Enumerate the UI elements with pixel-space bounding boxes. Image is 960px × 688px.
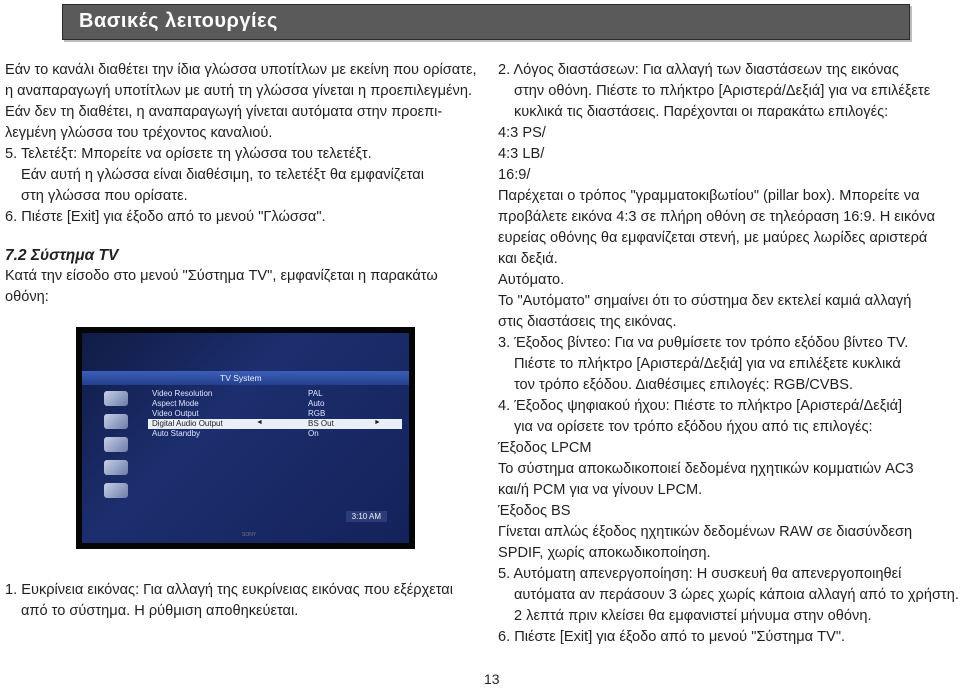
arrow-left-icon: ◄ <box>256 419 263 426</box>
left-column-text <box>5 60 477 228</box>
tv-brand-logo: SONY <box>242 532 257 538</box>
tv-row-value: PAL <box>308 389 323 398</box>
tv-menu-title: TV System <box>220 373 262 383</box>
film-icon <box>104 483 128 498</box>
tv-system-section <box>5 245 438 308</box>
paragraph-line: Πιέστε το πλήκτρο [Αριστερά/Δεξιά] για να επιλέξετε κυκλικά <box>514 356 901 372</box>
right-column-text <box>498 60 959 648</box>
paragraph-line: 4:3 PS/ <box>498 125 546 141</box>
paragraph-line: Εάν αυτή η γλώσσα είναι διαθέσιμη, το τελετέξτ θα εμφανίζεται <box>21 167 424 183</box>
tv-row-label: Digital Audio Output <box>152 419 223 428</box>
tv-row-label: Video Resolution <box>152 389 213 398</box>
section-intro-line: Κατά την είσοδο στο μενού "Σύστημα TV", εμφανίζεται η παρακάτω <box>5 268 438 284</box>
paragraph-line: για να ορίσετε τον τρόπο εξόδου ήχου από τις επιλογές: <box>514 419 873 435</box>
paragraph-line: λεγμένη γλώσσα του τρέχοντος καναλιού. <box>5 125 273 141</box>
tv-menu-row <box>148 399 402 409</box>
tv-row-value: Auto <box>308 399 325 408</box>
settings-icon <box>104 460 128 475</box>
paragraph-line: Παρέχεται ο τρόπος "γραμματοκιβωτίου" (pillar box). Μπορείτε να <box>498 188 920 204</box>
page-title: Βασικές λειτουργίες <box>79 10 278 32</box>
tv-system-screenshot <box>76 327 415 549</box>
paragraph-line: 16:9/ <box>498 167 531 183</box>
paragraph-line: 4:3 LB/ <box>498 146 545 162</box>
section-header-bar <box>62 4 910 40</box>
tv-row-label: Auto Standby <box>152 429 201 438</box>
paragraph-line: η αναπαραγωγή υποτίτλων με αυτή τη γλώσσα γίνεται η προεπιλεγμένη. <box>5 83 473 99</box>
paragraph-line: Έξοδος BS <box>498 503 571 519</box>
tv-row-value: RGB <box>308 409 326 418</box>
paragraph-line: Έξοδος LPCM <box>498 440 592 456</box>
tv-row-value: BS Out <box>308 419 334 428</box>
paragraph-line: 5. Αυτόματη απενεργοποίηση: Η συσκευή θα απενεργοποιηθεί <box>498 566 902 582</box>
page-number: 13 <box>484 671 500 687</box>
paragraph-line: 2 λεπτά πριν κλείσει θα εμφανιστεί μήνυμα στην οθόνη. <box>514 608 872 624</box>
tools-icon <box>104 414 128 429</box>
paragraph-line: Γίνεται απλώς έξοδος ηχητικών δεδομένων RAW σε διασύνδεση <box>498 524 913 540</box>
network-icon <box>104 437 128 452</box>
paragraph-line: 6. Πιέστε [Exit] για έξοδο από το μενού "Σύστημα TV". <box>498 629 846 645</box>
paragraph-line: 4. Έξοδος ψηφιακού ήχου: Πιέστε το πλήκτρο [Αριστερά/Δεξιά] <box>498 398 903 414</box>
tv-row-label: Video Output <box>152 409 199 418</box>
tv-row-label: Aspect Mode <box>152 399 199 408</box>
section-heading: 7.2 Σύστημα TV <box>5 247 119 264</box>
paragraph-line: και/ή PCM για να γίνουν LPCM. <box>498 482 703 498</box>
arrow-right-icon: ► <box>374 419 381 426</box>
paragraph-line: Εάν το κανάλι διαθέτει την ίδια γλώσσα υποτίτλων με εκείνη που ορίσατε, <box>5 62 477 78</box>
paragraph-line: 6. Πιέστε [Exit] για έξοδο από το μενού "Γλώσσα". <box>5 209 326 225</box>
tv-row-value: On <box>308 429 319 438</box>
paragraph-line: στις διαστάσεις της εικόνας. <box>498 314 677 330</box>
paragraph-line: Εάν δεν τη διαθέτει, η αναπαραγωγή γίνεται αυτόματα στην προεπι- <box>5 104 443 120</box>
paragraph-line: Το "Αυτόματο" σημαίνει ότι το σύστημα δεν εκτελεί καμιά αλλαγή <box>498 293 912 309</box>
tv-screen <box>82 333 409 543</box>
paragraph-line: 2. Λόγος διαστάσεων: Για αλλαγή των διαστάσεων της εικόνας <box>498 62 899 78</box>
paragraph-line: στη γλώσσα που ορίσατε. <box>21 188 188 204</box>
paragraph-line: από το σύστημα. Η ρύθμιση αποθηκεύεται. <box>21 603 299 619</box>
left-column-bottom <box>5 580 453 622</box>
tv-menu-icons <box>104 391 130 506</box>
paragraph-line: Αυτόματο. <box>498 272 565 288</box>
paragraph-line: κυκλικά τις διαστάσεις. Παρέχονται οι παρακάτω επιλογές: <box>514 104 889 120</box>
tv-clock: 3:10 AM <box>346 511 387 522</box>
paragraph-line: αυτόματα αν περάσουν 3 ώρες χωρίς κάποια αλλαγή από το χρήστη. <box>514 587 959 603</box>
paragraph-line: 5. Τελετέξτ: Μπορείτε να ορίσετε τη γλώσσα του τελετέξτ. <box>5 146 372 162</box>
paragraph-line: και δεξιά. <box>498 251 558 267</box>
paragraph-line: 3. Έξοδος βίντεο: Για να ρυθμίσετε τον τρόπο εξόδου βίντεο TV. <box>498 335 909 351</box>
tv-menu-row <box>148 409 402 419</box>
paragraph-line: SPDIF, χωρίς αποκωδικοποίηση. <box>498 545 711 561</box>
paragraph-line: ευρείας οθόνης θα εμφανίζεται στενή, με μαύρες λωρίδες αριστερά <box>498 230 928 246</box>
paragraph-line: Το σύστημα αποκωδικοποιεί δεδομένα ηχητικών κομματιών AC3 <box>498 461 914 477</box>
tv-menu-row <box>148 429 402 439</box>
paragraph-line: 1. Ευκρίνεια εικόνας: Για αλλαγή της ευκρίνειας εικόνας που εξέρχεται <box>5 582 453 598</box>
tv-menu-row <box>148 389 402 399</box>
paragraph-line: τον τρόπο εξόδου. Διαθέσιμες επιλογές: RGB/CVBS. <box>514 377 854 393</box>
paragraph-line: προβάλετε εικόνα 4:3 σε πλήρη οθόνη σε τηλεόραση 16:9. Η εικόνα <box>498 209 936 225</box>
section-intro-line: οθόνη: <box>5 289 49 305</box>
tv-menu-row-selected <box>148 419 402 429</box>
picture-icon <box>104 391 128 406</box>
paragraph-line: στην οθόνη. Πιέστε το πλήκτρο [Αριστερά/Δεξιά] για να επιλέξετε <box>514 83 931 99</box>
